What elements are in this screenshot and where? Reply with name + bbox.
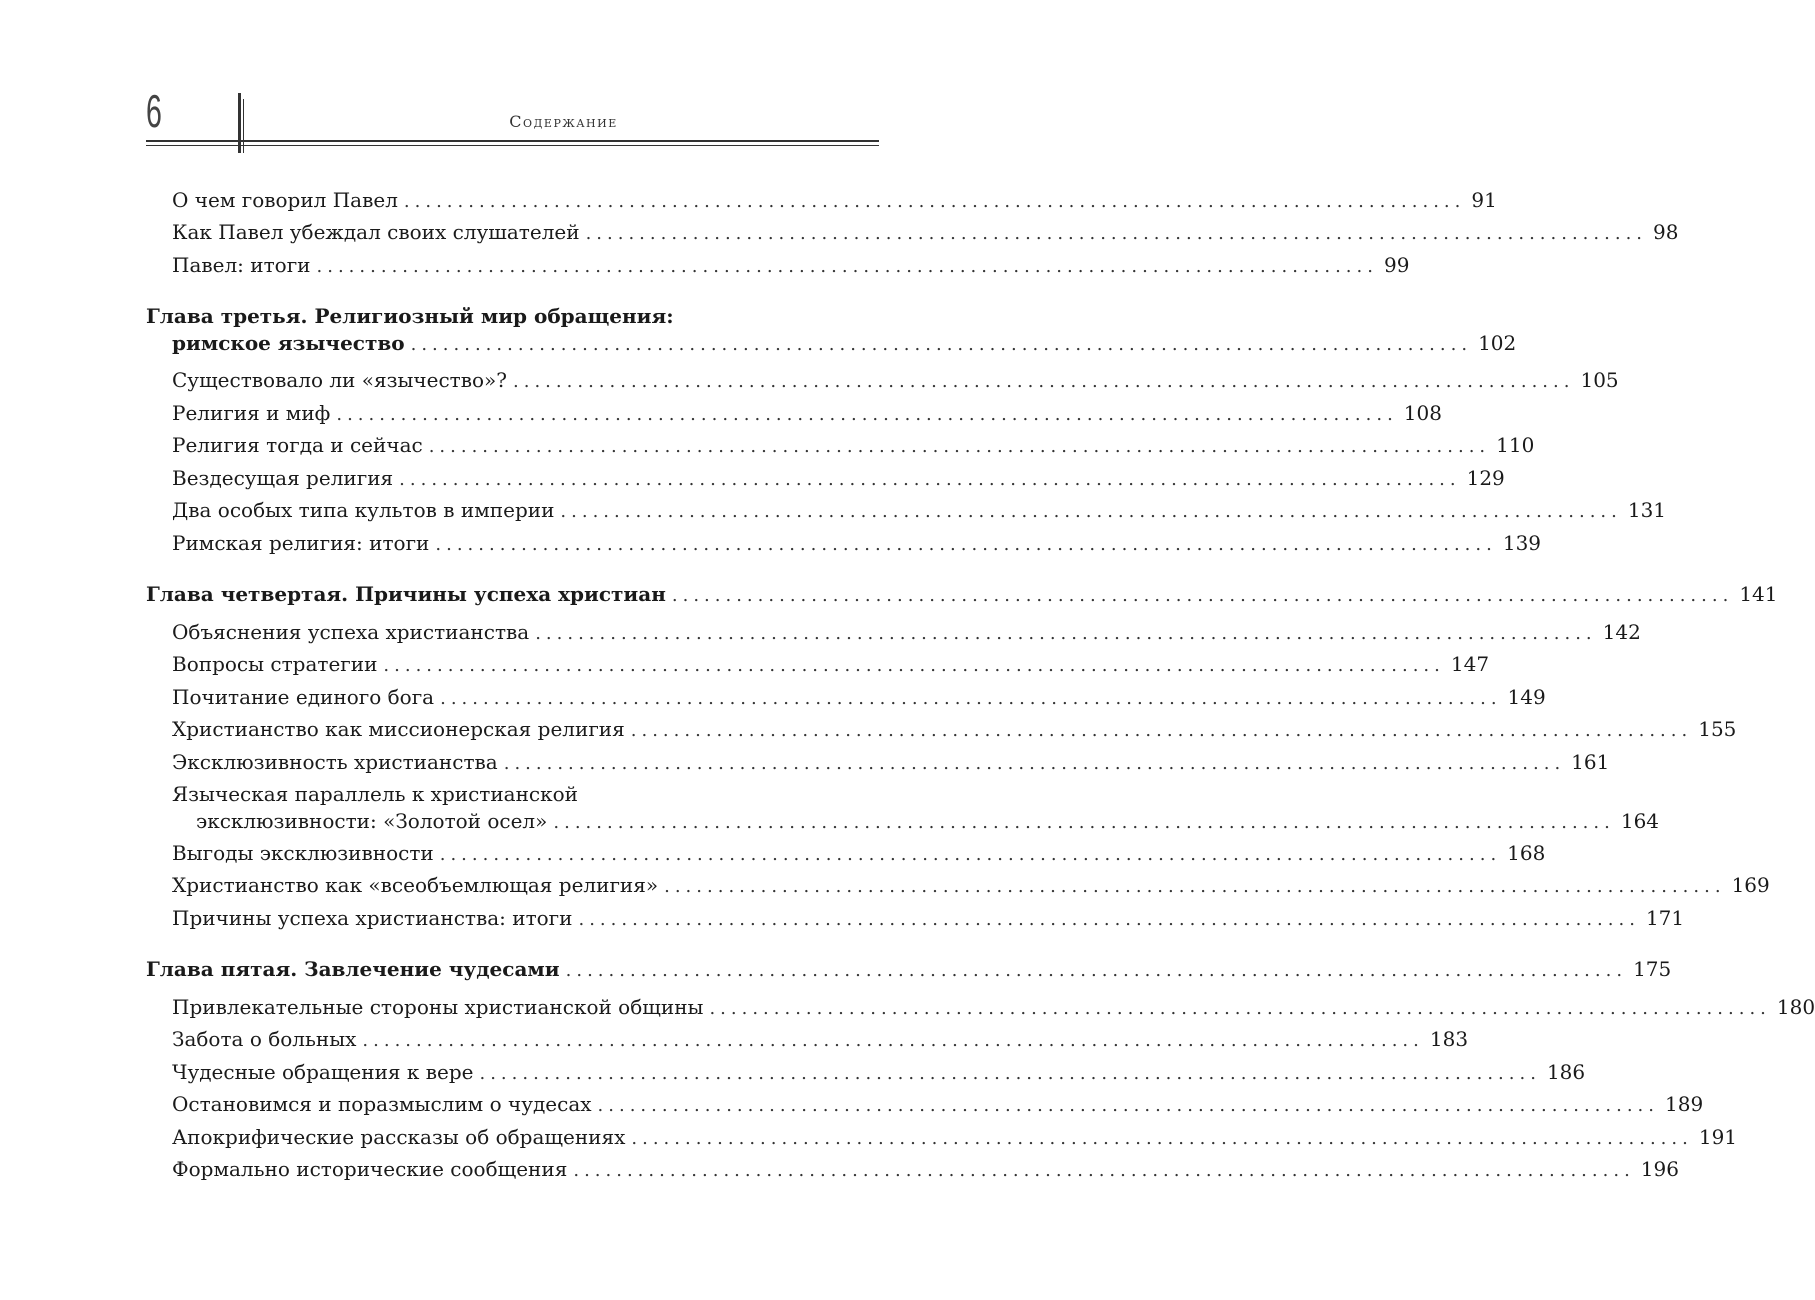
toc-entry-page: 99 (1383, 253, 1410, 277)
toc-entry-title: Эксклюзивность христианства (172, 750, 498, 774)
toc-entry-title: Вопросы стратегии (172, 652, 378, 676)
toc-entry-title: Два особых типа культов в империи (172, 498, 555, 522)
toc-entry[interactable] (172, 906, 1685, 930)
toc-entry[interactable] (172, 498, 1667, 522)
toc-entry[interactable] (172, 253, 1410, 277)
dot-leader: ................................................................................................... (383, 655, 1445, 676)
toc-entry-title: Вездесущая религия (172, 466, 394, 490)
toc-entry-title: Как Павел убеждал своих слушателей (172, 220, 580, 244)
toc-entry[interactable] (172, 995, 1815, 1019)
dot-leader: ................................................................................................... (709, 998, 1771, 1019)
dot-leader: ................................................................................................... (671, 585, 1734, 606)
dot-leader: ................................................................................................... (399, 469, 1461, 490)
toc-entry[interactable] (172, 1125, 1738, 1149)
toc-entry-title: Забота о больных (172, 1027, 357, 1051)
toc-entry[interactable] (172, 466, 1505, 490)
dot-leader: ................................................................................................... (362, 1030, 1424, 1051)
toc-entry-title: эксклюзивности: «Золотой осел» (196, 809, 548, 833)
toc-chapter-entry[interactable] (172, 331, 1517, 355)
toc-entry-title-line1: Языческая параллель к христианской (172, 782, 579, 806)
toc-entry-page: 168 (1507, 841, 1546, 865)
toc-entry-page: 155 (1698, 717, 1737, 741)
toc-entry-page: 108 (1403, 401, 1442, 425)
dot-leader: ................................................................................................... (503, 753, 1566, 774)
toc-entry[interactable] (172, 841, 1546, 865)
toc-entry[interactable] (172, 1027, 1469, 1051)
toc-chapter-entry[interactable] (146, 582, 1778, 606)
running-title: Содержание (509, 112, 618, 131)
toc-entry[interactable] (172, 1092, 1704, 1116)
dot-leader: ................................................................................................... (435, 534, 1497, 555)
dot-leader: ................................................................................................... (578, 909, 1640, 930)
toc-entry-page: 189 (1665, 1092, 1704, 1116)
toc-entry-page: 196 (1640, 1157, 1679, 1181)
toc-entry-page: 142 (1602, 620, 1641, 644)
toc-entry[interactable] (172, 873, 1770, 897)
dot-leader: ................................................................................................... (428, 436, 1491, 457)
toc-entry-page: 147 (1450, 652, 1490, 676)
toc-entry-title: Религия и миф (172, 401, 331, 425)
toc-entry-title: Существовало ли «язычество»? (172, 368, 508, 392)
toc-entry-title: Римская религия: итоги (172, 531, 430, 555)
toc-entry[interactable] (172, 717, 1737, 741)
dot-leader: ................................................................................................... (513, 371, 1575, 392)
dot-leader: ................................................................................................... (479, 1063, 1541, 1084)
toc-entry-page: 169 (1731, 873, 1770, 897)
toc-entry-page: 191 (1698, 1125, 1738, 1149)
dot-leader: ................................................................................................... (410, 334, 1473, 355)
toc-entry-title: Выгоды эксклюзивности (172, 841, 434, 865)
toc-entry[interactable] (172, 368, 1619, 392)
toc-entry-page: 161 (1571, 750, 1610, 774)
toc-entry-title: Павел: итоги (172, 253, 311, 277)
dot-leader: ................................................................................................... (439, 844, 1502, 865)
dot-leader: ................................................................................................... (403, 191, 1466, 212)
dot-leader: ................................................................................................... (664, 876, 1726, 897)
toc-entry[interactable] (172, 620, 1641, 644)
dot-leader: ................................................................................................... (316, 256, 1378, 277)
toc-entry-page: 131 (1627, 498, 1667, 522)
toc-entry-page: 175 (1633, 957, 1672, 981)
toc-entry-title: Религия тогда и сейчас (172, 433, 423, 457)
toc-entry[interactable] (196, 809, 1660, 833)
toc-entry-page: 164 (1620, 809, 1660, 833)
dot-leader: ................................................................................................... (631, 1128, 1693, 1149)
toc-entry-title: Объяснения успеха христианства (172, 620, 530, 644)
toc-entry-page: 141 (1739, 582, 1778, 606)
toc-entry-page: 98 (1653, 220, 1679, 244)
toc-entry[interactable] (172, 1060, 1586, 1084)
toc-entry-page: 129 (1466, 466, 1505, 490)
toc-entry-page: 149 (1507, 685, 1546, 709)
toc-entry-title: Почитание единого бога (172, 685, 435, 709)
toc-entry-page: 91 (1471, 188, 1497, 212)
toc-entry-title: Привлекательные стороны христианской общины (172, 995, 704, 1019)
dot-leader: ................................................................................................... (597, 1095, 1659, 1116)
toc-entry-title: римское язычество (172, 331, 405, 355)
toc-entry[interactable] (172, 433, 1535, 457)
toc-entry-page: 186 (1546, 1060, 1586, 1084)
toc-entry-title: Христианство как «всеобъемлющая религия» (172, 873, 659, 897)
toc-entry-page: 110 (1496, 433, 1535, 457)
toc-entry-title: Христианство как миссионерская религия (172, 717, 625, 741)
chapter-title-line1: Глава третья. Религиозный мир обращения: (146, 304, 674, 328)
toc-entry-title: Формально исторические сообщения (172, 1157, 568, 1181)
toc-entry[interactable] (172, 531, 1542, 555)
dot-leader: ................................................................................................... (565, 960, 1628, 981)
dot-leader: ................................................................................................... (553, 812, 1615, 833)
toc-entry-title: Апокрифические рассказы об обращениях (172, 1125, 626, 1149)
toc-chapter-entry[interactable] (146, 957, 1672, 981)
toc-entry-page: 102 (1478, 331, 1517, 355)
toc-entry-title: Глава четвертая. Причины успеха христиан (146, 582, 666, 606)
toc-entry[interactable] (172, 750, 1610, 774)
toc-entry-page: 180 (1776, 995, 1815, 1019)
dot-leader: ................................................................................................... (585, 223, 1648, 244)
toc-entry[interactable] (172, 1157, 1679, 1181)
toc-entry-page: 139 (1502, 531, 1542, 555)
toc-entry-page: 171 (1645, 906, 1685, 930)
toc-entry[interactable] (172, 188, 1497, 212)
toc-entry-title: О чем говорил Павел (172, 188, 398, 212)
toc-entry-title: Глава пятая. Завлечение чудесами (146, 957, 560, 981)
dot-leader: ................................................................................................... (560, 501, 1622, 522)
dot-leader: ................................................................................................... (535, 623, 1597, 644)
toc-entry-title: Остановимся и поразмыслим о чудесах (172, 1092, 592, 1116)
dot-leader: ................................................................................................... (440, 688, 1502, 709)
dot-leader: ................................................................................................... (630, 720, 1693, 741)
toc-entry[interactable] (172, 401, 1442, 425)
toc-entry-page: 105 (1580, 368, 1619, 392)
toc-entry[interactable] (172, 652, 1490, 676)
dot-leader: ................................................................................................... (573, 1160, 1635, 1181)
dot-leader: ................................................................................................... (336, 404, 1398, 425)
toc-entry[interactable] (172, 685, 1546, 709)
toc-entry-title: Причины успеха христианства: итоги (172, 906, 573, 930)
page-number: 6 (146, 85, 162, 137)
toc-entry[interactable] (172, 220, 1679, 244)
toc-entry-page: 183 (1429, 1027, 1469, 1051)
toc-entry-title: Чудесные обращения к вере (172, 1060, 474, 1084)
